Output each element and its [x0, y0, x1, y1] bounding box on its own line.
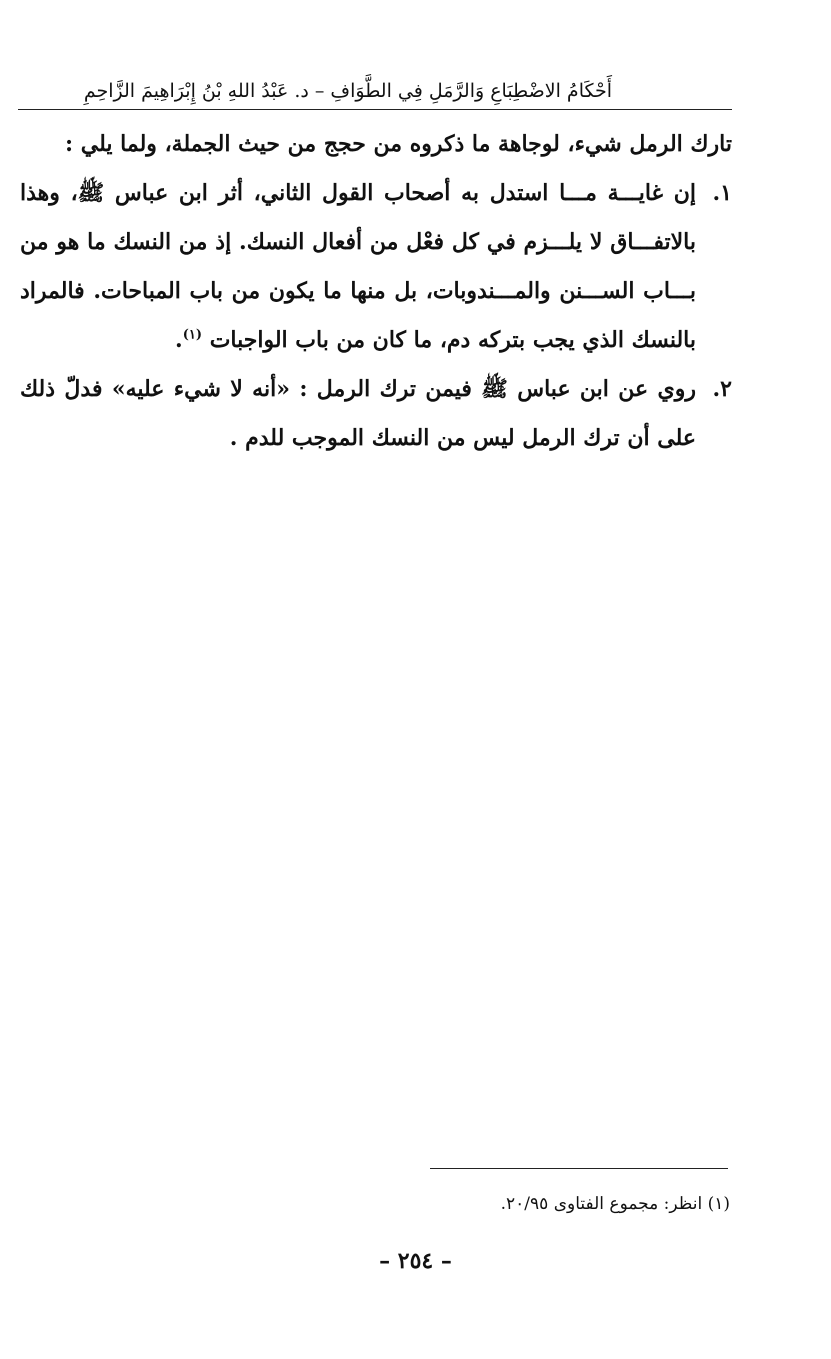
- numbered-item-1: [20, 169, 732, 365]
- running-header: أَحْكَامُ الاضْطِبَاعِ وَالرَّمَلِ فِي الطَّوَافِ – د. عَبْدُ اللهِ بْنُ إِبْرَاهِيمَ الزَّاحِمِ: [83, 80, 612, 102]
- footnote: (١) انظر: مجموع الفتاوى ٢٠/٩٥.: [500, 1194, 730, 1214]
- numbered-item-2: [20, 365, 732, 463]
- main-text: [20, 120, 732, 463]
- item-trailing-punctuation: .: [175, 327, 183, 353]
- item-body: إن غايـــة مـــا استدل به أصحاب القول الثاني، أثر ابن عباس ﷺ، وهذا بالاتفـــاق لا يلـــزم في كل فعْل من أفعال النسك. إذ من النسك ما هو من بـــاب الســـنن والمـــندوبات، بل منها ما يكون من باب المباحات. فالمراد بالنسك الذي يجب بتركه دم، ما كان من باب الواجبات: [20, 180, 696, 353]
- page-number: – ٢٥٤ –: [379, 1248, 452, 1274]
- item-number: ٢.: [712, 376, 732, 402]
- intro-paragraph: تارك الرمل شيء، لوجاهة ما ذكروه من حجج من حيث الجملة، ولما يلي :: [64, 131, 732, 157]
- item-number: ١.: [712, 180, 732, 206]
- footnote-divider: [430, 1168, 728, 1169]
- item-text: [20, 169, 696, 365]
- header-divider: [18, 109, 732, 110]
- footnote-reference[interactable]: (١): [182, 327, 203, 343]
- item-text: روي عن ابن عباس ﷺ فيمن ترك الرمل : «أنه لا شيء عليه» فدلّ ذلك على أن ترك الرمل ليس من النسك الموجب للدم .: [20, 376, 696, 451]
